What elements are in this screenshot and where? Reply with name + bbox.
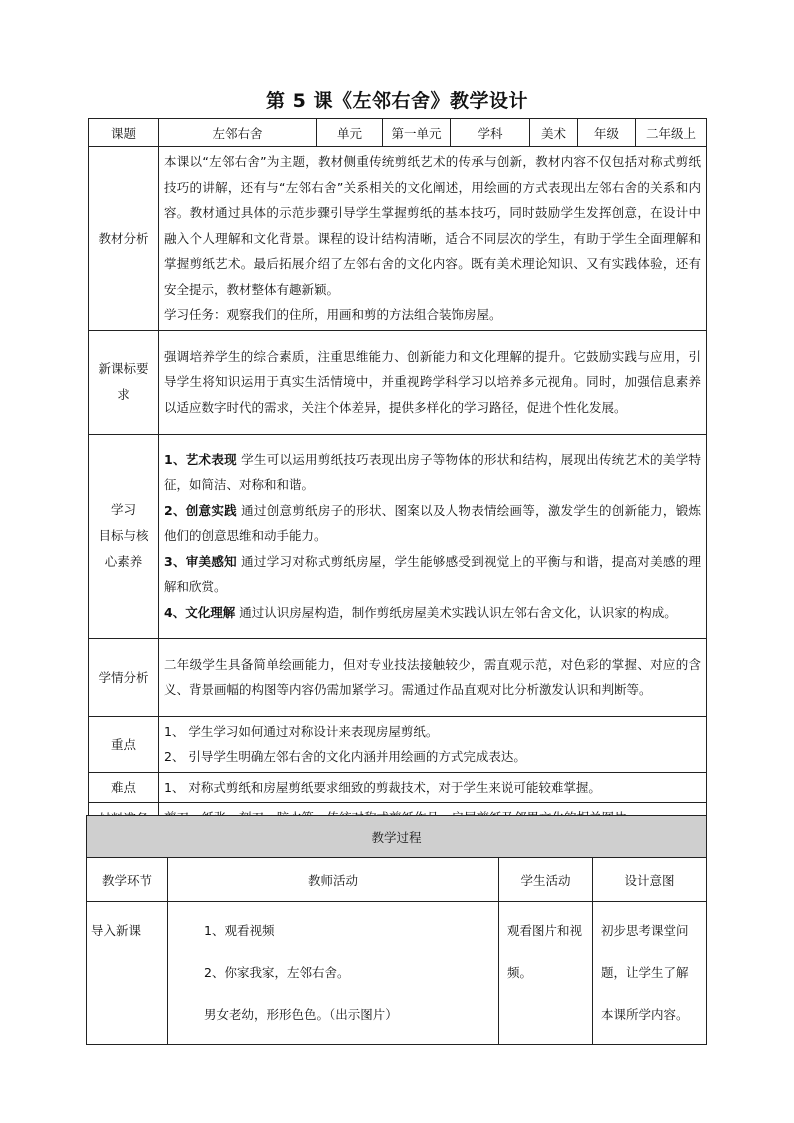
- goal-heading: 3、审美感知: [164, 553, 237, 569]
- document-title: 第 5 课《左邻右舍》教学设计: [266, 90, 528, 112]
- goals-label: [89, 434, 159, 638]
- material-analysis-label: 教材分析: [89, 147, 159, 331]
- header-row: [89, 119, 707, 147]
- student-activity: 观看图片和视频。: [499, 902, 593, 1045]
- column-header: 教师活动: [168, 858, 499, 902]
- goal-heading: 4、文化理解: [164, 604, 236, 620]
- teacher-activity-line: 男女老幼，形形色色。（出示图片）: [204, 1007, 398, 1022]
- curriculum-row: [89, 330, 707, 434]
- column-header: 教学环节: [87, 858, 168, 902]
- students-label: 学情分析: [89, 638, 159, 716]
- goals-label-line3: 心素养: [104, 554, 143, 569]
- curriculum-label: [89, 330, 159, 434]
- goal-text: 通过创意剪纸房子的形状、图案以及人物表情绘画等，激发学生的创新能力，锻炼他们的创意思维和动手能力。: [164, 502, 701, 544]
- process-section-title: 教学过程: [87, 816, 707, 858]
- process-title-row: [87, 816, 707, 858]
- teacher-activity-line: 1、观看视频: [204, 923, 275, 938]
- key-point-item: 2、 引导学生明确左邻右舍的文化内涵并用绘画的方式完成表达。: [164, 749, 526, 764]
- key-points-text: [159, 716, 707, 772]
- material-analysis-row: [89, 147, 707, 331]
- learning-task: 学习任务：观察我们的住所，用画和剪的方法组合装饰房屋。: [164, 307, 502, 322]
- key-points-label: 重点: [89, 716, 159, 772]
- goal-item: [164, 447, 701, 498]
- grade-label: 年级: [578, 119, 636, 147]
- goal-item: [164, 549, 701, 600]
- curriculum-label-line2: 求: [117, 387, 130, 402]
- key-points-row: [89, 716, 707, 772]
- teaching-process-table: [86, 815, 707, 1045]
- students-row: [89, 638, 707, 716]
- goal-text: 学生可以运用剪纸技巧表现出房子等物体的形状和结构，展现出传统艺术的美学特征，如简洁、对称和和谐。: [164, 451, 701, 493]
- process-header-row: [87, 858, 707, 902]
- column-header: 设计意图: [593, 858, 707, 902]
- goal-text: 通过认识房屋构造，制作剪纸房屋美术实践认识左邻右舍文化，认识家的构成。: [239, 604, 677, 620]
- unit-label: 单元: [317, 119, 383, 147]
- lesson-label: 课题: [89, 119, 159, 147]
- design-intent: 初步思考课堂问题，让学生了解本课所学内容。: [593, 902, 707, 1045]
- goal-heading: 1、艺术表现: [164, 451, 237, 467]
- material-analysis-text: [159, 147, 707, 331]
- difficulty-row: [89, 772, 707, 803]
- goals-row: [89, 434, 707, 638]
- subject-label: 学科: [451, 119, 530, 147]
- teacher-activity-line: 2、你家我家，左邻右舍。: [204, 965, 350, 980]
- goal-heading: 2、创意实践: [164, 502, 237, 518]
- goals-label-line2: 目标与核: [98, 528, 149, 543]
- grade-value: 二年级上: [636, 119, 707, 147]
- curriculum-label-line1: 新课标要: [98, 361, 149, 376]
- lesson-info-table: [88, 118, 707, 834]
- key-point-item: 1、 学生学习如何通过对称设计来表现房屋剪纸。: [164, 723, 439, 739]
- subject-value: 美术: [530, 119, 578, 147]
- process-stage: 导入新课: [87, 902, 168, 1045]
- goal-item: [164, 600, 701, 626]
- goal-text: 通过学习对称式剪纸房屋，学生能够感受到视觉上的平衡与和谐，提高对美感的理解和欣赏。: [164, 553, 701, 595]
- unit-value: 第一单元: [383, 119, 451, 147]
- lesson-value: 左邻右舍: [159, 119, 317, 147]
- column-header: 学生活动: [499, 858, 593, 902]
- curriculum-text: 强调培养学生的综合素质，注重思维能力、创新能力和文化理解的提升。它鼓励实践与应用，引导学生将知识运用于真实生活情境中，并重视跨学科学习以培养多元视角。同时，加强信息素养以适应数字时代的需求，关注个体差异，提供多样化的学习路径，促进个性化发展。: [159, 330, 707, 434]
- material-analysis-paragraph: 本课以“左邻右舍”为主题，教材侧重传统剪纸艺术的传承与创新，教材内容不仅包括对称式剪纸技巧的讲解，还有与“左邻右舍”关系相关的文化阐述，用绘画的方式表现出左邻右舍的关系和内容。教材通过具体的示范步骤引导学生掌握剪纸的基本技巧，同时鼓励学生发挥创意，在设计中融入个人理解和文化背景。课程的设计结构清晰，适合不同层次的学生，有助于学生全面理解和掌握剪纸艺术。最后拓展介绍了左邻右舍的文化内容。既有美术理论知识、又有实践体验，还有安全提示，教材整体有趣新颖。: [164, 154, 701, 297]
- goals-label-line1: 学习: [110, 502, 136, 517]
- students-text: 二年级学生具备简单绘画能力，但对专业技法接触较少，需直观示范，对色彩的掌握、对应的含义、背景画幅的构图等内容仍需加紧学习。需通过作品直观对比分析激发认识和判断等。: [159, 638, 707, 716]
- difficulty-label: 难点: [89, 772, 159, 803]
- goals-text: [159, 434, 707, 638]
- goal-item: [164, 498, 701, 549]
- difficulty-text: 1、 对称式剪纸和房屋剪纸要求细致的剪裁技术，对于学生来说可能较难掌握。: [159, 772, 707, 803]
- teacher-activity: [168, 902, 499, 1045]
- process-row: [87, 902, 707, 1045]
